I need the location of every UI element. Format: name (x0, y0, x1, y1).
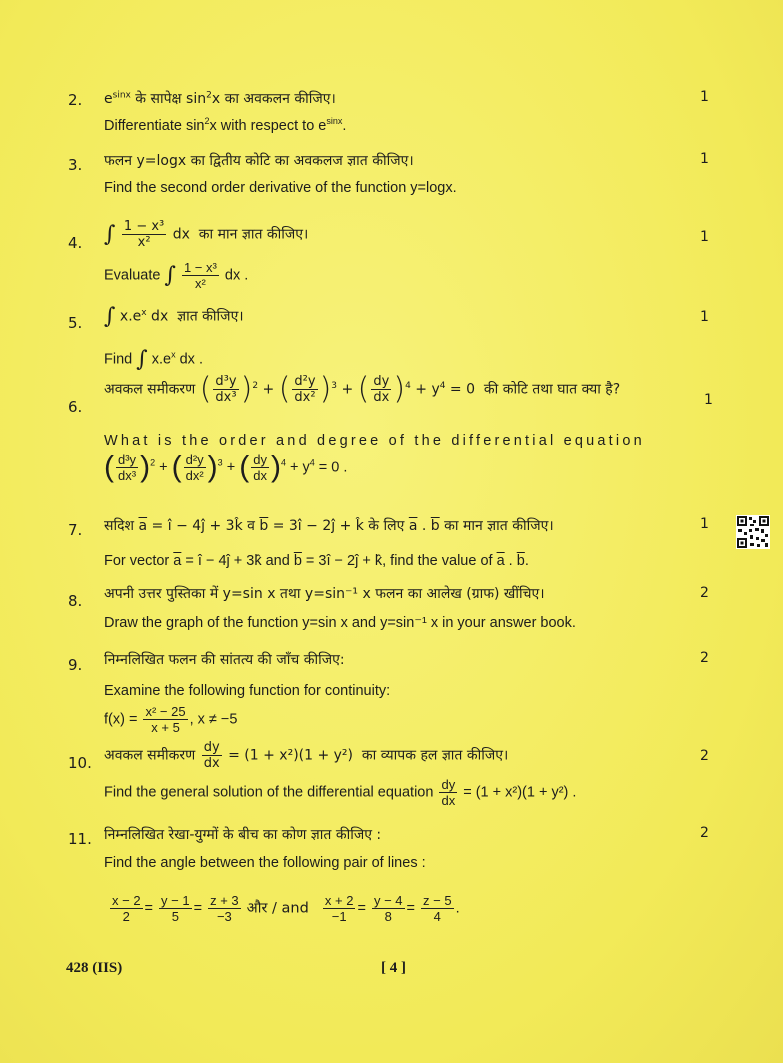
fraction-numerator: y − 1 (161, 893, 190, 908)
text-fragment: = 3î − 2ĵ + k̂ (301, 553, 383, 569)
text-fragment: dx . (224, 267, 249, 284)
question-equation-english (104, 452, 347, 483)
text-fragment: ज्ञात कीजिए। (177, 308, 244, 325)
question-text-hindi (104, 516, 554, 535)
text-fragment: Find the general solution of the differential equation (104, 784, 434, 801)
text-fragment: Differentiate sin (104, 118, 205, 134)
fraction-denominator: dx (373, 390, 390, 405)
question-number: 7. (68, 521, 83, 539)
text-fragment: व (242, 518, 260, 534)
fraction-denominator: x² (194, 276, 206, 291)
question-text-hindi: निम्नलिखित रेखा-युग्मों के बीच का कोण ज्ञात कीजिए : (104, 827, 382, 843)
exponent: 3 (217, 457, 223, 468)
question-text-hindi: अपनी उत्तर पुस्तिका में y=sin x तथा y=sin⁻¹ x फलन का आलेख (ग्राफ) खींचिए। (104, 586, 545, 602)
text-fragment: y (431, 381, 440, 398)
exponent: 2 (252, 380, 259, 391)
line-equations (108, 893, 460, 924)
question-marks: 2 (700, 825, 709, 841)
question-text-english: Find the angle between the following pair of lines : (104, 855, 426, 871)
vector-b: $\overline{b}$ (430, 518, 440, 534)
text-fragment: x with respect to e (209, 118, 327, 134)
fraction-numerator: d³y (118, 452, 137, 467)
text-fragment: . (524, 553, 529, 569)
fraction-numerator: z + 3 (210, 893, 239, 908)
question-text-hindi (104, 371, 621, 407)
text-fragment: के सापेक्ष sin (130, 91, 207, 107)
question-text-hindi: निम्नलिखित फलन की सांतत्य की जाँच कीजिए: (104, 652, 345, 668)
fraction (184, 452, 206, 483)
fraction-denominator: x + 5 (151, 720, 180, 735)
text-fragment: अवकल समीकरण (104, 381, 196, 398)
fraction-numerator: d²y (294, 374, 316, 389)
question-number: 10. (68, 754, 92, 772)
superscript: 2 (204, 116, 210, 127)
plus-sign: + (415, 381, 427, 398)
page-number: [ 4 ] (381, 960, 406, 976)
vector-a: $\overline{a}$ (173, 553, 182, 569)
text-fragment: = 0 . (318, 459, 348, 476)
left-paren: ( (357, 371, 370, 407)
fraction (421, 893, 454, 924)
fraction-denominator: dx (441, 793, 456, 808)
plus-sign: + (290, 459, 299, 476)
text-fragment: के लिए (363, 518, 409, 534)
text-fragment: f(x) = (104, 711, 138, 728)
text-fragment: की कोटि तथा घात क्या है? (483, 381, 621, 398)
fraction-denominator: 8 (384, 909, 392, 924)
superscript: sinx (326, 116, 343, 127)
left-paren: ( (104, 450, 114, 484)
exponent: 4 (405, 380, 411, 391)
fraction (116, 452, 138, 483)
question-text-hindi (104, 304, 244, 329)
left-paren: ( (171, 450, 182, 484)
question-marks: 1 (700, 309, 709, 325)
fraction-denominator: 2 (122, 909, 130, 924)
question-text-english (104, 118, 346, 134)
fraction-numerator: d²y (185, 452, 204, 467)
text-fragment: = (1 + x²)(1 + y²) . (463, 784, 577, 801)
fraction-denominator: dx (203, 756, 220, 771)
fraction (371, 374, 391, 405)
text-fragment: = î − 4ĵ + 3k̂ (147, 518, 243, 534)
fraction-denominator: dx² (294, 390, 316, 405)
question-marks: 1 (700, 89, 709, 105)
question-marks: 2 (700, 748, 709, 764)
text-fragment: = î − 4ĵ + 3k̂ (181, 553, 262, 569)
fraction-numerator: 1 − x³ (183, 260, 217, 275)
fraction-denominator: dx³ (215, 390, 237, 405)
right-paren: ) (207, 450, 218, 484)
question-number: 5. (68, 314, 83, 332)
fraction (122, 219, 166, 250)
fraction-denominator: −1 (331, 909, 347, 924)
left-paren: ( (199, 371, 212, 407)
fraction-numerator: y − 4 (373, 893, 403, 908)
right-paren: ) (393, 371, 406, 407)
question-number: 8. (68, 592, 83, 610)
text-fragment: and (261, 553, 294, 569)
fraction-denominator: dx² (185, 468, 204, 483)
text-fragment: y (302, 459, 310, 476)
text-fragment: का व्यापक हल ज्ञात कीजिए। (361, 747, 509, 764)
integral-sign: ∫ (164, 263, 176, 288)
text-fragment: Evaluate (104, 267, 161, 284)
equals-sign: = (357, 900, 366, 917)
fraction (159, 893, 192, 924)
question-number: 4. (68, 234, 83, 252)
fraction-denominator: −3 (216, 909, 232, 924)
text-fragment: अवकल समीकरण (104, 747, 196, 764)
text-fragment: Find (104, 351, 133, 368)
question-text-english: Find the second order derivative of the function y=logx. (104, 180, 457, 196)
integral-sign: ∫ (104, 304, 116, 329)
superscript: x (141, 307, 147, 318)
question-text-english: What is the order and degree of the differential equation (104, 433, 645, 449)
text-fragment: dx . (175, 351, 203, 368)
right-paren: ) (319, 371, 332, 407)
fraction (213, 374, 238, 405)
text-fragment: , find the value of (382, 553, 497, 569)
question-number: 2. (68, 91, 83, 109)
fraction (110, 893, 143, 924)
text-fragment: . (417, 518, 431, 534)
fraction-denominator: 5 (171, 909, 179, 924)
question-text-english (104, 347, 203, 372)
fraction-numerator: x + 2 (324, 893, 354, 908)
text-fragment: dx (146, 308, 169, 325)
fraction-numerator: dy (203, 740, 220, 755)
question-text-english: Draw the graph of the function y=sin x and y=sin⁻¹ x in your answer book. (104, 615, 576, 631)
text-fragment: सदिश (104, 518, 135, 534)
question-text-hindi: फलन y=logx का द्वितीय कोटि का अवकलज ज्ञात कीजिए। (104, 153, 414, 169)
text-fragment: = (1 + x²)(1 + y²) (228, 747, 354, 764)
fraction-numerator: dy (373, 374, 390, 389)
question-text-english (104, 260, 248, 291)
question-text-hindi (104, 219, 308, 250)
fraction (372, 893, 405, 924)
fraction-denominator: 4 (433, 909, 441, 924)
vector-a: $\overline{a}$ (138, 518, 148, 534)
fraction-numerator: x² − 25 (145, 704, 186, 719)
equals-sign: = (406, 900, 415, 917)
question-marks: 2 (700, 585, 709, 601)
fraction-numerator: z − 5 (423, 893, 452, 908)
question-text-english (104, 777, 576, 808)
exponent: 3 (331, 380, 338, 391)
question-marks: 1 (704, 392, 713, 408)
left-paren: ( (239, 450, 250, 484)
superscript: x (171, 349, 176, 360)
text-fragment: का मान ज्ञात कीजिए। (198, 226, 309, 243)
question-text-hindi (104, 89, 336, 108)
text-fragment: = 3î − 2ĵ + k̂ (268, 518, 364, 534)
question-marks: 1 (700, 516, 709, 532)
plus-sign: + (159, 459, 168, 476)
fraction-numerator: dy (253, 452, 267, 467)
fraction-numerator: x − 2 (112, 893, 141, 908)
fraction (323, 893, 356, 924)
vector-b: $\overline{b}$ (259, 518, 269, 534)
text-fragment: x.e (119, 308, 142, 325)
plus-sign: + (341, 381, 354, 398)
fraction-denominator: x² (137, 235, 151, 250)
exponent: 4 (309, 457, 315, 468)
text-fragment: x.e (151, 351, 172, 368)
text-fragment: , x ≠ −5 (189, 711, 238, 728)
text-fragment: . (342, 118, 347, 134)
qr-code-icon (736, 515, 770, 549)
fraction-denominator: dx (253, 468, 267, 483)
question-number: 6. (68, 398, 83, 416)
text-fragment: For vector (104, 553, 174, 569)
text-fragment: का मान ज्ञात कीजिए। (439, 518, 554, 534)
fraction (143, 704, 187, 735)
question-number: 9. (68, 656, 83, 674)
fraction (182, 260, 219, 291)
right-paren: ) (240, 371, 253, 407)
fraction (208, 893, 241, 924)
integral-sign: ∫ (104, 222, 116, 247)
question-text-english (104, 553, 529, 569)
left-paren: ( (278, 371, 291, 407)
text-fragment: = 0 (449, 381, 476, 398)
superscript: sinx (112, 90, 131, 101)
question-number: 3. (68, 156, 83, 174)
equals-sign: = (193, 900, 203, 917)
question-number: 11. (68, 830, 92, 848)
text-fragment: . (455, 900, 460, 917)
right-paren: ) (270, 450, 281, 484)
fraction-numerator: d³y (215, 374, 237, 389)
exponent: 2 (150, 457, 156, 468)
text-fragment: e (104, 91, 113, 107)
fraction-numerator: dy (441, 777, 456, 792)
plus-sign: + (262, 381, 275, 398)
plus-sign: + (226, 459, 236, 476)
text-fragment: x का अवकलन कीजिए। (211, 91, 336, 107)
question-text-english: Examine the following function for continuity: (104, 683, 391, 699)
right-paren: ) (140, 450, 151, 484)
question-text-hindi (104, 740, 508, 771)
vector-b: $\overline{b}$ (293, 553, 302, 569)
text-fragment: . (504, 553, 517, 569)
differential: dx (172, 226, 190, 243)
vector-a: $\overline{a}$ (496, 553, 505, 569)
function-definition (104, 704, 237, 735)
fraction (202, 740, 222, 771)
fraction-numerator: 1 − x³ (123, 219, 165, 234)
fraction (292, 374, 317, 405)
question-marks: 1 (700, 151, 709, 167)
vector-b: $\overline{b}$ (516, 553, 525, 569)
fraction (439, 777, 457, 808)
fraction-denominator: dx³ (118, 468, 137, 483)
text-fragment: और / and (246, 900, 309, 917)
paper-code: 428 (IIS) (66, 960, 123, 976)
integral-sign: ∫ (136, 347, 148, 372)
fraction (251, 452, 269, 483)
equals-sign: = (144, 900, 154, 917)
vector-a: $\overline{a}$ (408, 518, 418, 534)
question-marks: 1 (700, 229, 709, 245)
question-marks: 2 (700, 650, 709, 666)
exponent: 4 (280, 457, 286, 468)
exponent: 4 (439, 380, 446, 391)
superscript: 2 (206, 90, 212, 101)
